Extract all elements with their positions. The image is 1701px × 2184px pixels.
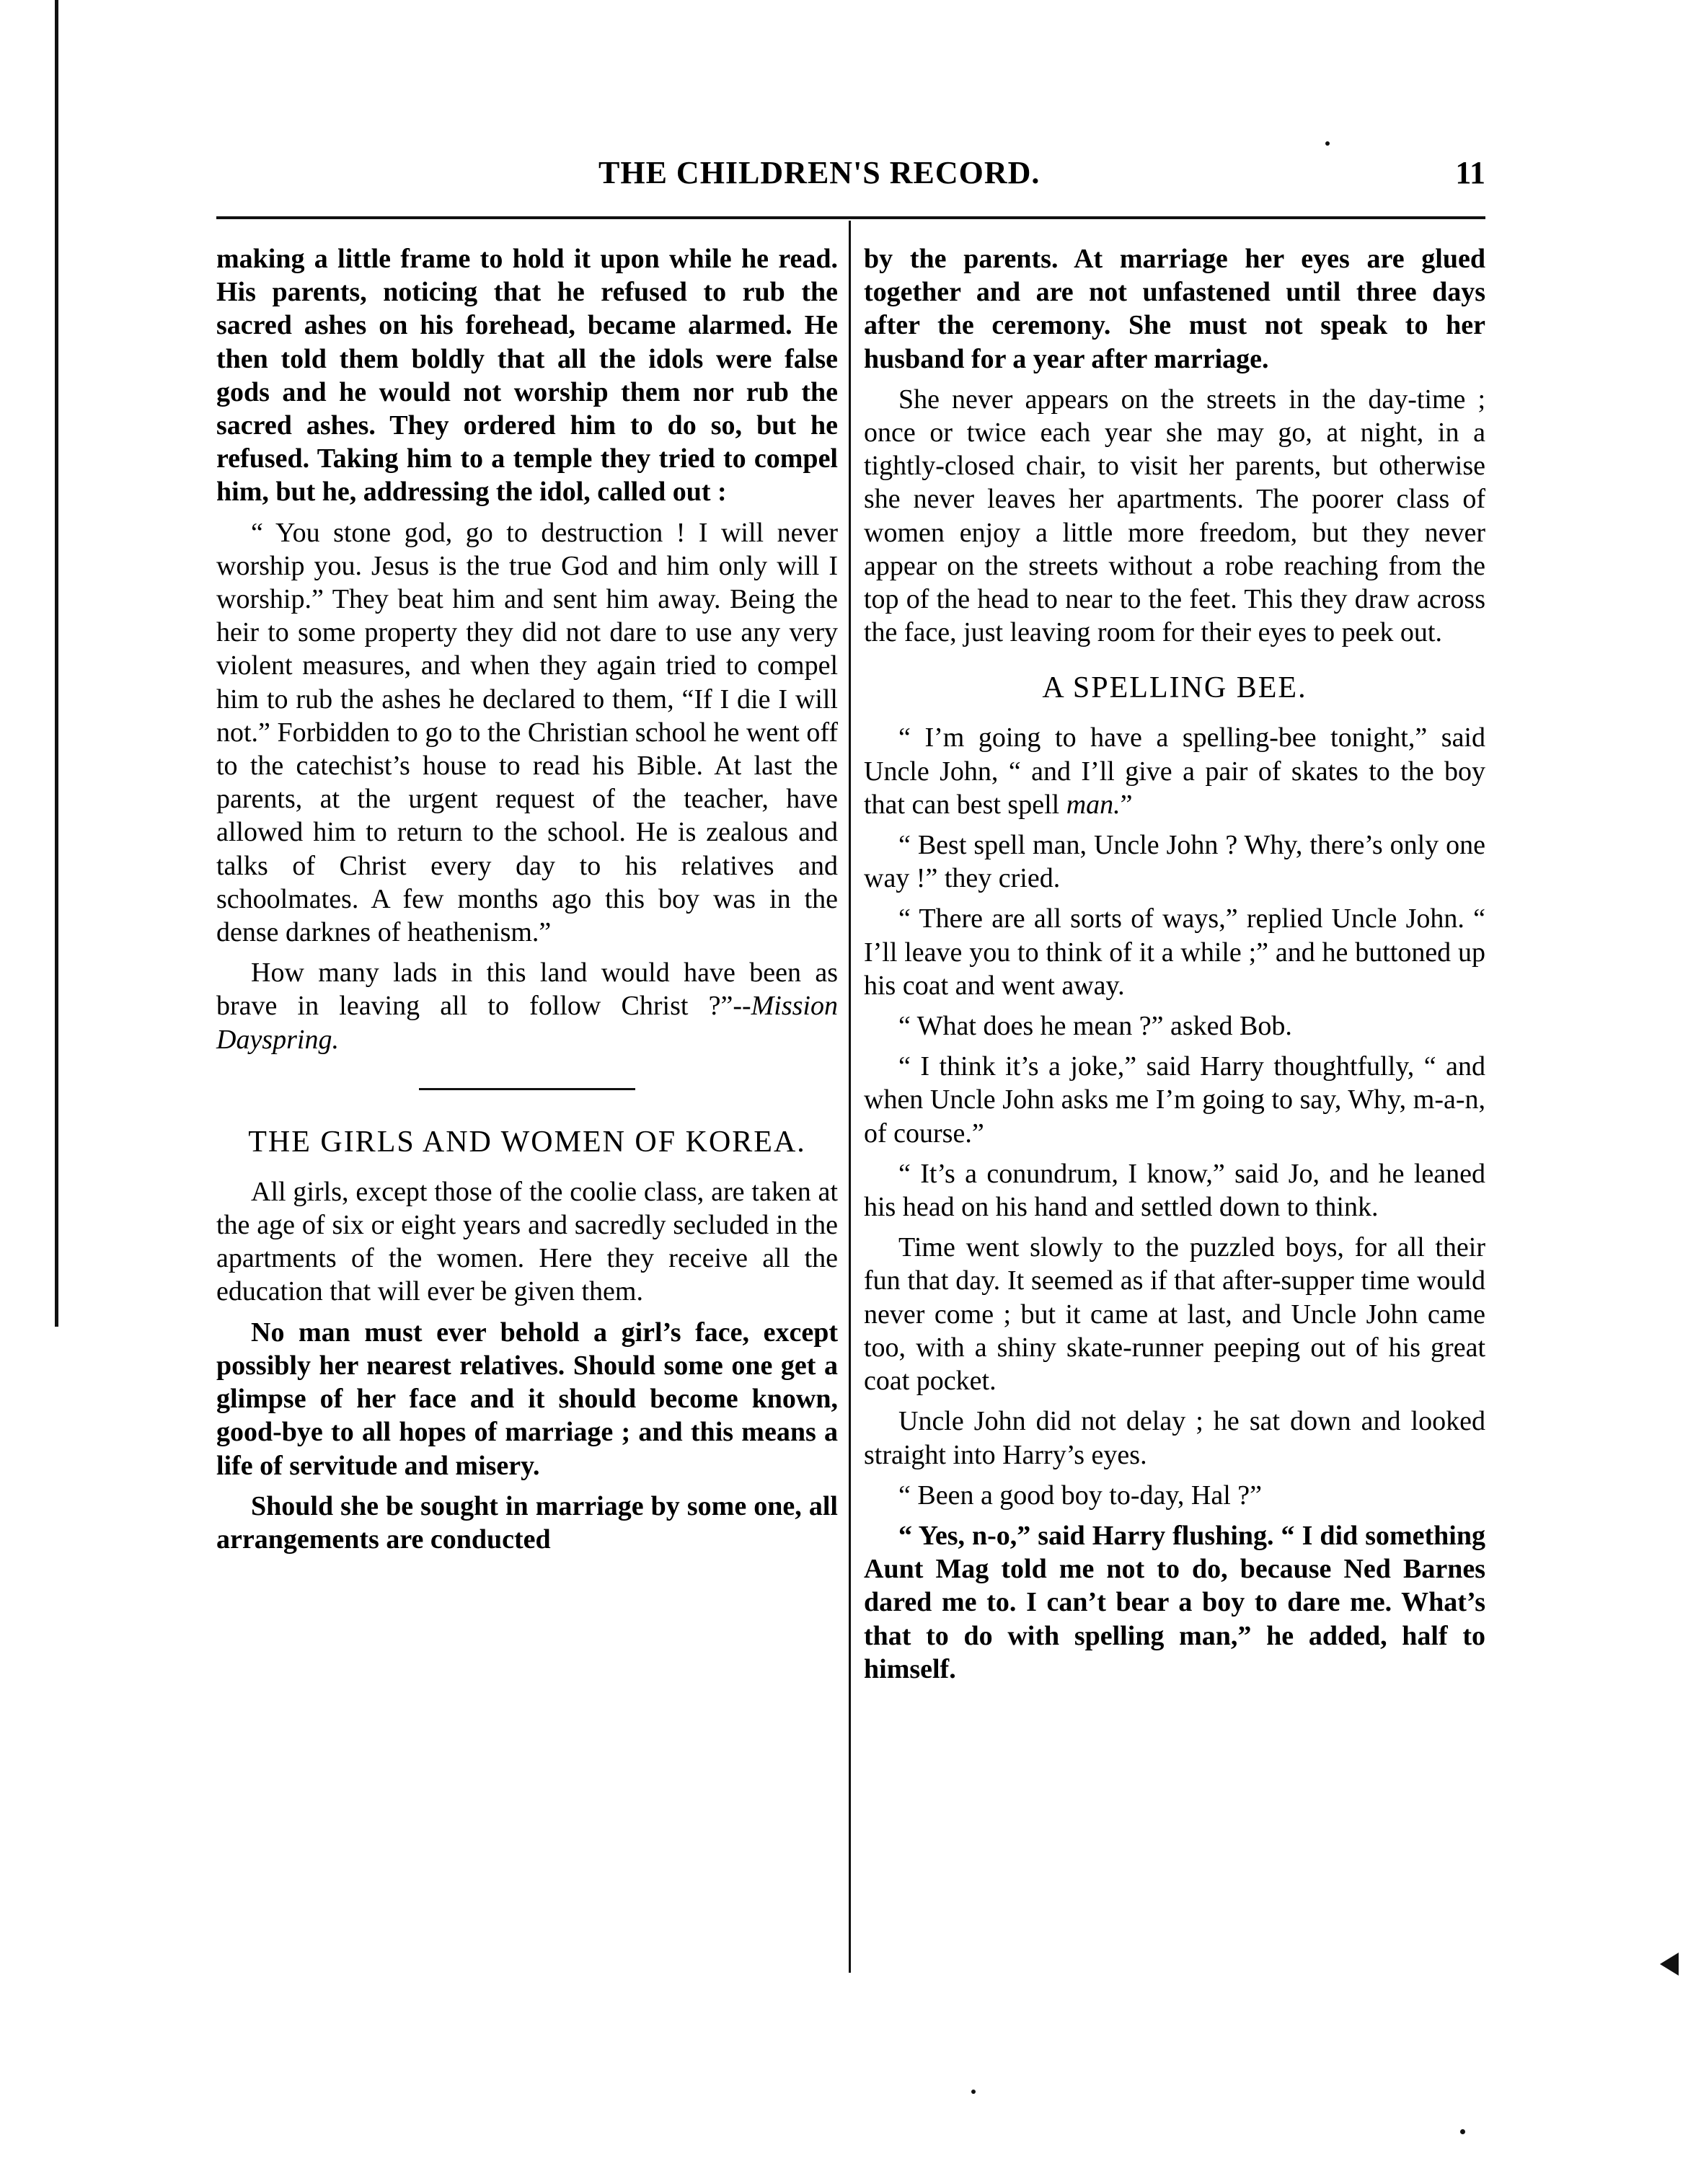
page-title: THE CHILDREN'S RECORD. (598, 155, 1041, 190)
paragraph: “ What does he mean ?” asked Bob. (898, 1011, 1292, 1042)
left-column (216, 242, 838, 1563)
section-separator (419, 1088, 635, 1090)
closing-quote: ” (1120, 789, 1133, 820)
left-margin-rule (55, 0, 58, 1327)
paragraph: All girls, except those of the coolie class, are taken at the age of six or eight years and sacredly secluded in the apartments of the women. Here they receive all the education that will ever be given them. (216, 1176, 838, 1307)
paragraph: “ Yes, n-o,” said Harry flushing. “ I did something Aunt Mag told me not to do, because Ned Barnes dared me to. I can’t bear a boy to dare me. What’s that to do with spelling man,” he added, half to himself. (864, 1520, 1485, 1684)
header-rule (216, 216, 1485, 219)
print-speck (971, 2090, 976, 2094)
paragraph: Time went slowly to the puzzled boys, for all their fun that day. It seemed as if that after-supper time would never come ; but it came at last, and Uncle John came too, with a shiny skate-runner peeping out of his great coat pocket. (864, 1232, 1485, 1397)
paragraph: Should she be sought in marriage by some one, all arrangements are conducted (216, 1490, 838, 1555)
print-speck (1460, 2129, 1465, 2134)
paragraph: by the parents. At marriage her eyes are glued together and are not unfastened until three days after the ceremony. She must not speak to her husband for a year after marriage. (864, 244, 1485, 374)
paragraph: No man must ever behold a girl’s face, except possibly her nearest relatives. Should some one get a glimpse of her face and it should become known, good-bye to all hopes of marriage ; and this means a life of servitude and misery. (216, 1317, 838, 1481)
paragraph: making a little frame to hold it upon while he read. His parents, noticing that he refused to rub the sacred ashes on his forehead, became alarmed. He then told them boldly that all the idols were false gods and he would not worship them nor rub the sacred ashes. They ordered him to do so, but he refused. Taking him to a temple they tried to compel him, but he, addressing the idol, called out : (216, 244, 838, 508)
page-turn-arrow-icon (1660, 1953, 1679, 1976)
print-speck (1325, 141, 1330, 146)
paragraph-text: How many lads in this land would have been as brave in leaving all to follow Christ ?”-- (216, 958, 838, 1022)
paragraph: “ Been a good boy to-day, Hal ?” (898, 1480, 1263, 1511)
paragraph: Uncle John did not delay ; he sat down and looked straight into Harry’s eyes. (864, 1406, 1485, 1470)
paragraph: “ I think it’s a joke,” said Harry thoughtfully, “ and when Uncle John asks me I’m going to say, Why, m-a-n, of course.” (864, 1051, 1485, 1149)
right-column (864, 242, 1485, 1693)
paragraph (216, 956, 838, 1056)
article-heading: A SPELLING BEE. (1042, 671, 1307, 705)
paragraph: “ It’s a conundrum, I know,” said Jo, and he leaned his head on his hand and settled down to think. (864, 1158, 1485, 1223)
paragraph-text: “ I’m going to have a spelling-bee tonight,” said Uncle John, “ and I’ll give a pair of skates to the boy that can best spell (864, 722, 1485, 820)
italic-word: man. (1066, 789, 1121, 820)
paragraph (864, 721, 1485, 821)
source-credit: Mission Dayspring. (216, 991, 838, 1055)
paragraph: She never appears on the streets in the day-time ; once or twice each year she may go, at night, in a tightly-closed chair, to visit her parents, but otherwise she never leaves her apartments. The poorer class of women enjoy a little more freedom, but they never appear on the streets without a robe reaching from the top of the head to near to the feet. This they draw across the face, just leaving room for their eyes to peek out. (864, 384, 1485, 648)
paragraph: “ You stone god, go to destruction ! I will never worship you. Jesus is the true God and him only will I worship.” They beat him and sent him away. Being the heir to some property they did not dare to use any very violent measures, and when they again tried to compel him to rub the ashes he declared to them, “If I die I will not.” Forbidden to go to the Christian school he went off to the catechist’s house to read his Bible. At last the parents, at the urgent request of the teacher, have allowed him to return to the school. He is zealous and talks of Christ every day to his relatives and schoolmates. A few months ago this boy was in the dense darknes of heathenism.” (216, 517, 838, 948)
paragraph: “ There are all sorts of ways,” replied Uncle John. “ I’ll leave you to think of it a while ;” and he buttoned up his coat and went away. (864, 903, 1485, 1001)
page-header (216, 154, 1485, 198)
page-number: 11 (1455, 155, 1485, 190)
paragraph: “ Best spell man, Uncle John ? Why, there’s only one way !” they cried. (864, 830, 1485, 894)
article-heading: THE GIRLS AND WOMEN OF KOREA. (248, 1125, 806, 1159)
column-divider (849, 221, 851, 1973)
